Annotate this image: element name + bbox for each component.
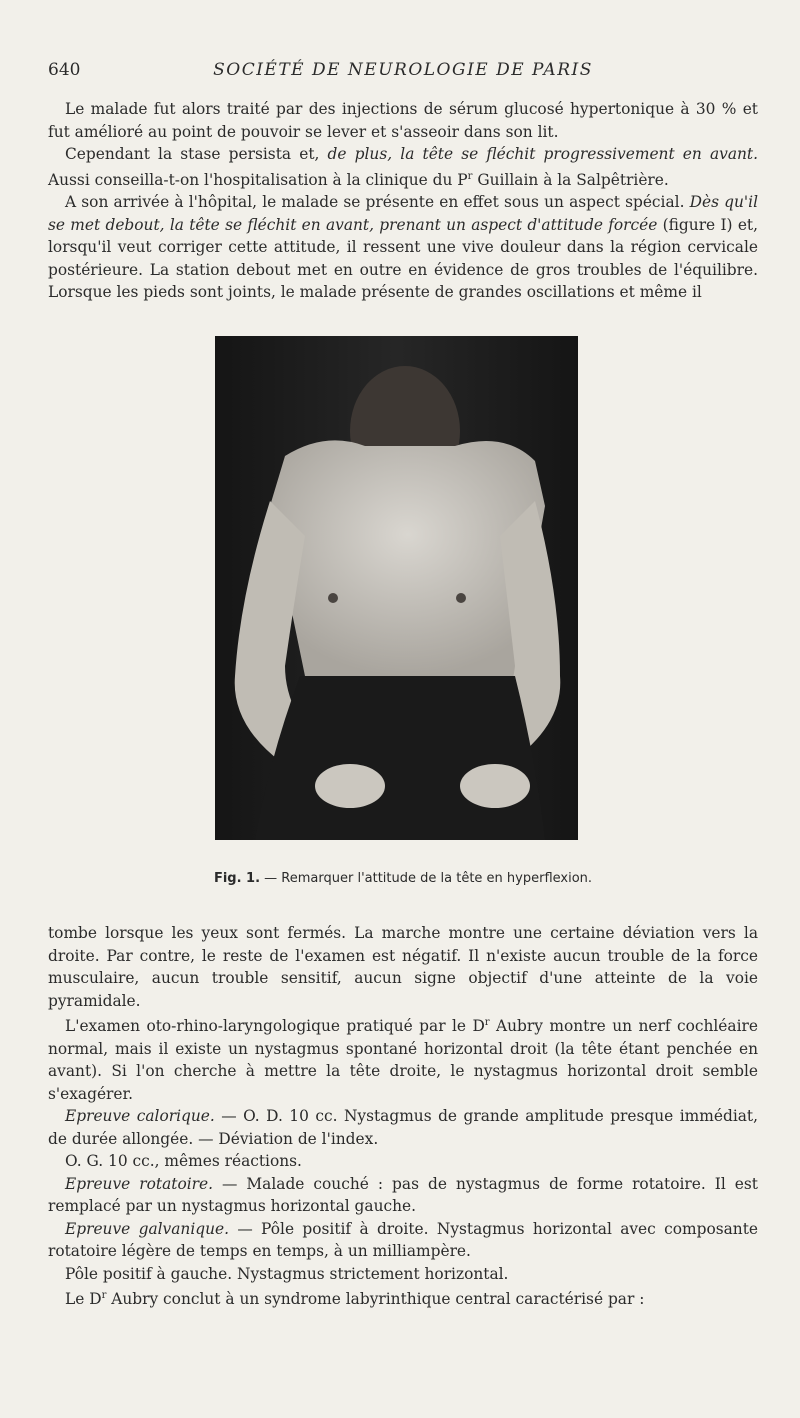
body-text-top xyxy=(48,98,758,304)
paragraph: Le malade fut alors traité par des injections de sérum glucosé hypertonique à 30 % et fut amélioré au point de pouvoir se lever et s'asseoir dans son lit. xyxy=(48,100,758,141)
text-run: Aubry montre un nerf cochléaire normal, mais il existe un nystagmus spontané horizontal droit (la tête étant penchée en avant). Si l'on cherche à mettre la tête droite, le nystagmus horizontal droit semble s'exagérer. xyxy=(48,1017,758,1103)
italic-run: de plus, la tête se fléchit progressivement en avant. xyxy=(327,145,758,163)
text-run: A son arrivée à l'hôpital, le malade se présente en effet sous un aspect spécial. xyxy=(65,193,690,212)
body-text-bottom xyxy=(48,922,758,1311)
italic-run: Epreuve galvanique. xyxy=(65,1219,230,1238)
paragraph xyxy=(48,1173,758,1218)
superscript: r xyxy=(484,1017,490,1028)
text-run: Cependant la stase persista et, xyxy=(65,145,328,163)
text-run: (figure I) et, lorsqu'il veut corriger cette attitude, il ressent une vive douleur dans la région cervicale postérieure. La station debout met en outre en évidence de gros troubles de l'équilibre. Lorsque les pieds sont joints, le malade présente de grandes oscillations et même il xyxy=(48,215,759,302)
text-run: — Pôle positif à droite. Nystagmus horizontal avec composante rotatoire légère de temps en temps, à un milliampère. xyxy=(48,1219,758,1261)
text-run: — Malade couché : pas de nystagmus de forme rotatoire. Il est remplacé par un nystagmus horizontal gauche. xyxy=(48,1174,758,1216)
journal-title: SOCIÉTÉ DE NEUROLOGIE DE PARIS xyxy=(213,60,593,80)
paragraph xyxy=(48,143,758,191)
italic-run: Epreuve rotatoire. xyxy=(65,1174,213,1193)
paragraph: tombe lorsque les yeux sont fermés. La marche montre une certaine déviation vers la droite. Par contre, le reste de l'examen est négatif. Il n'existe aucun trouble de la force musculaire, aucun trouble sensitif, aucun signe objectif d'une atteinte de la voie pyramidale. xyxy=(48,924,758,1010)
text-run: Aussi conseilla-t-on l'hospitalisation à la clinique du P xyxy=(48,170,468,189)
paragraph xyxy=(48,1105,758,1150)
paragraph xyxy=(48,1218,758,1263)
text-run: Guillain à la Salpêtrière. xyxy=(472,170,669,189)
italic-run: Epreuve calorique. xyxy=(65,1107,215,1126)
paragraph xyxy=(48,191,758,304)
paragraph xyxy=(48,1285,758,1311)
text-run: Le D xyxy=(65,1290,102,1309)
running-header xyxy=(48,60,758,86)
figure-photograph xyxy=(215,336,578,840)
page-number: 640 xyxy=(48,60,81,80)
figure-label: Fig. 1. xyxy=(213,871,261,886)
paragraph: O. G. 10 cc., mêmes réactions. xyxy=(65,1152,302,1171)
text-run: Aubry conclut à un syndrome labyrinthique central caractérisé par : xyxy=(106,1290,645,1309)
text-run: L'examen oto-rhino-laryngologique pratiqué par le D xyxy=(65,1017,485,1036)
patient-photo xyxy=(215,336,578,840)
italic-run: Dès qu'il se met debout, la tête se fléchit en avant, prenant un aspect d'attitude forcée xyxy=(48,193,758,234)
caption-text: — Remarquer l'attitude de la tête en hyperflexion. xyxy=(264,871,593,886)
superscript: r xyxy=(467,170,473,182)
figure-caption xyxy=(48,871,758,886)
text-run: — O. D. 10 cc. Nystagmus de grande amplitude presque immédiat, de durée allongée. — Déviation de l'index. xyxy=(48,1107,759,1148)
paragraph: Pôle positif à gauche. Nystagmus strictement horizontal. xyxy=(65,1264,509,1283)
superscript: r xyxy=(101,1290,107,1302)
paragraph xyxy=(48,1012,758,1105)
